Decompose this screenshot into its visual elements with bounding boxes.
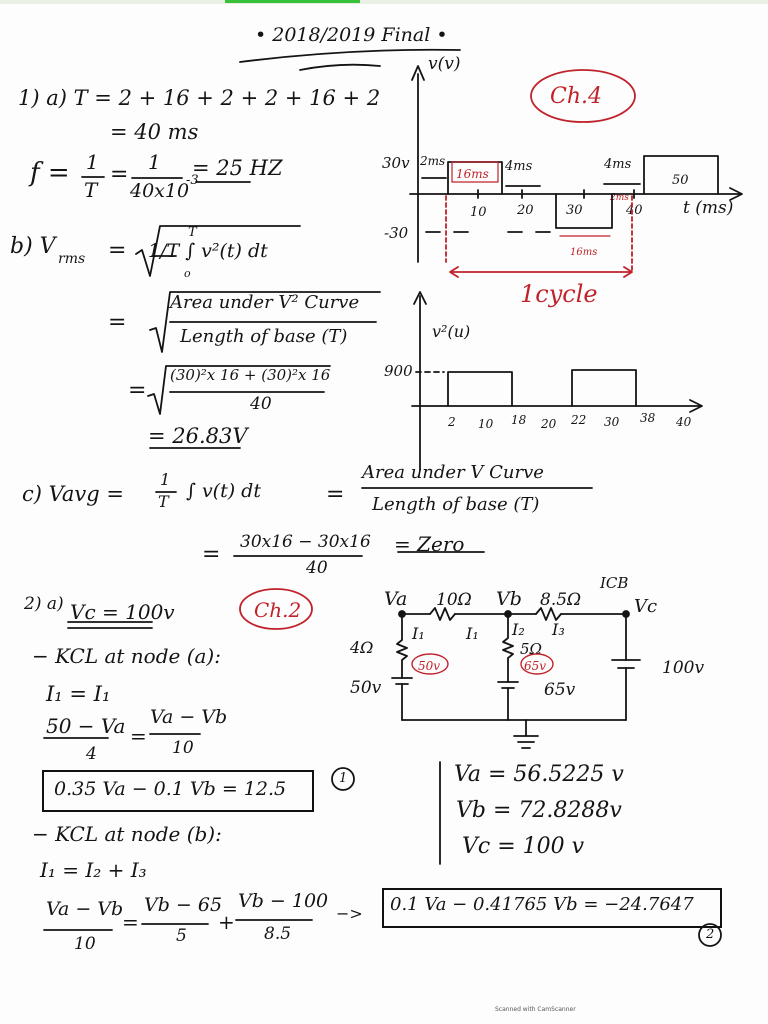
graph1-y-neg: -30 (384, 224, 409, 242)
circuit-source-50v-mark: 50v (418, 659, 441, 673)
graph1-ann-16ms: 16ms (456, 167, 489, 181)
eq2-b-num: Vb − 65 (144, 894, 223, 916)
result-vc: Vc = 100 v (462, 834, 585, 859)
graph1-tick-10: 10 (470, 205, 487, 220)
chapter-4-tag: Ch.4 (550, 84, 602, 109)
kcl-node-a: − KCL at node (a): (32, 644, 221, 668)
circuit-i1-left: I₁ (412, 624, 425, 643)
graph2-tick-40: 40 (676, 415, 692, 429)
chapter-2-tag: Ch.2 (254, 598, 302, 622)
circuit-node-va: Va (384, 588, 408, 610)
graph2-tick-10: 10 (478, 417, 494, 431)
graph1-ann-2ms: 2ms (420, 154, 446, 168)
part1a-period-sum: 1) a) T = 2 + 16 + 2 + 2 + 16 + 2 (18, 86, 381, 110)
eq2-plus: + (218, 910, 235, 934)
circuit-i1-mid: I₁ (466, 624, 479, 643)
circuit-node-vb: Vb (496, 588, 522, 610)
circuit-icb: ICB (600, 574, 629, 592)
circuit-r-4: 4Ω (350, 638, 374, 657)
part1c-frac-num: 1 (160, 470, 171, 489)
freq-frac1-den: T (84, 178, 98, 202)
graph2-tick-22: 22 (571, 413, 587, 427)
part1b-den: 40 (250, 394, 272, 414)
eq1-eq: = (130, 724, 147, 748)
freq-eq: = (110, 162, 129, 187)
eq2-a-den: 10 (74, 934, 96, 954)
graph1-tick-20: 20 (517, 203, 534, 218)
part1c-area-den: Length of base (T) (372, 494, 540, 515)
part1b-eq2: = (108, 310, 127, 335)
circuit-source-65v-mark: 65v (524, 659, 547, 673)
graph2-tick-18: 18 (511, 413, 527, 427)
graph1-tick-50: 50 (672, 173, 689, 188)
part1c-eq2: = (202, 542, 221, 567)
eq2-b-den: 5 (176, 926, 187, 946)
part1b-int-upper: T (188, 225, 197, 240)
graph1-ann-16ms-b: 16ms (570, 247, 598, 258)
graph1-ann-4ms-a: 4ms (505, 159, 533, 174)
part1b-int-lower: o (184, 267, 191, 280)
graph1-y-pos: 30v (382, 154, 410, 172)
circuit-i2: I₂ (512, 620, 525, 639)
part1b-area-num: Area under V² Curve (170, 292, 360, 313)
part2a-vc: Vc = 100v (70, 600, 175, 624)
part1a-period-result: = 40 ms (110, 120, 199, 144)
part1b-num: (30)²x 16 + (30)²x 16 (170, 366, 331, 384)
graph1-ann-2ms-small: 2ms (610, 193, 629, 203)
part1b-sub: rms (58, 251, 86, 267)
freq-result: = 25 HZ (192, 156, 283, 180)
part2a-label: 2) a) (24, 594, 64, 614)
graph1-tick-30: 30 (566, 203, 583, 218)
part1c-num: 30x16 − 30x16 (240, 532, 371, 552)
circuit-source-50v: 50v (350, 678, 382, 698)
circuit-node-vc: Vc (634, 596, 658, 617)
equation-2: 0.1 Va − 0.41765 Vb = −24.7647 (390, 894, 694, 915)
result-vb: Vb = 72.8288v (456, 798, 622, 823)
currents-equation: I₁ = I₂ + I₃ (40, 858, 147, 882)
exam-title: • 2018/2019 Final • (255, 24, 448, 46)
graph1-ann-4ms-b: 4ms (604, 157, 632, 172)
freq-frac1-num: 1 (86, 150, 99, 174)
part1b-eq: = (108, 238, 127, 263)
graph2-tick-2: 2 (448, 415, 456, 429)
freq-frac2-den: 40x10 (130, 180, 190, 202)
freq-frac2-num: 1 (148, 150, 161, 174)
part1b-result: = 26.83V (148, 424, 248, 448)
part1b-integral: 1/T ∫ v²(t) dt (148, 240, 268, 262)
part1c-frac-den: T (158, 492, 169, 511)
scanner-watermark: Scanned with CamScanner (495, 1006, 576, 1013)
eq2-c-den: 8.5 (264, 924, 292, 944)
part1b-eq3: = (128, 378, 147, 403)
graph1-xlabel: t (ms) (683, 198, 734, 218)
part1c-integral: ∫ v(t) dt (186, 480, 261, 502)
eq1-left-den: 4 (86, 744, 97, 764)
one-cycle-label: 1cycle (520, 280, 598, 308)
graph2-ylabel: v²(u) (432, 322, 471, 341)
freq-frac2-exp: -3 (186, 173, 199, 188)
part1c-result: = Zero (394, 532, 465, 556)
graph1-ylabel: v(v) (428, 54, 461, 74)
circuit-r-8-5: 8.5Ω (540, 590, 582, 610)
circuit-i3: I₃ (552, 620, 565, 639)
freq-lhs: f = (30, 158, 70, 188)
kcl-node-b: − KCL at node (b): (32, 822, 222, 846)
graph2-tick-38: 38 (640, 411, 656, 425)
part1c-area-num: Area under V Curve (362, 462, 544, 483)
i1-equation: I₁ = I₁ (46, 682, 111, 706)
circuit-source-65v: 65v (544, 680, 576, 700)
part1b-area-den: Length of base (T) (180, 326, 348, 347)
equation-1-number: 1 (339, 771, 348, 786)
part1c-label: c) Vavg = (22, 482, 124, 506)
eq1-right-num: Va − Vb (150, 706, 228, 728)
eq2-eq: = (122, 910, 139, 934)
graph2-tick-30: 30 (604, 415, 620, 429)
eq2-c-num: Vb − 100 (238, 890, 329, 912)
graph1-tick-40: 40 (626, 203, 643, 218)
circuit-r-5: 5Ω (520, 640, 542, 658)
equation-1: 0.35 Va − 0.1 Vb = 12.5 (54, 778, 287, 800)
part1c-eq: = (326, 482, 345, 507)
circuit-r-10: 10Ω (436, 590, 472, 610)
eq1-left-num: 50 − Va (46, 714, 126, 738)
part1b-label: b) V (10, 234, 56, 259)
equation-2-number: 2 (706, 927, 715, 942)
eq1-right-den: 10 (172, 738, 194, 758)
part1c-den: 40 (306, 558, 328, 578)
eq2-arrow: −> (336, 904, 363, 923)
result-va: Va = 56.5225 v (454, 762, 624, 787)
graph2-tick-20: 20 (541, 417, 557, 431)
circuit-source-100v: 100v (662, 658, 705, 678)
graph2-y-900: 900 (384, 362, 413, 380)
eq2-a-num: Va − Vb (46, 898, 124, 920)
